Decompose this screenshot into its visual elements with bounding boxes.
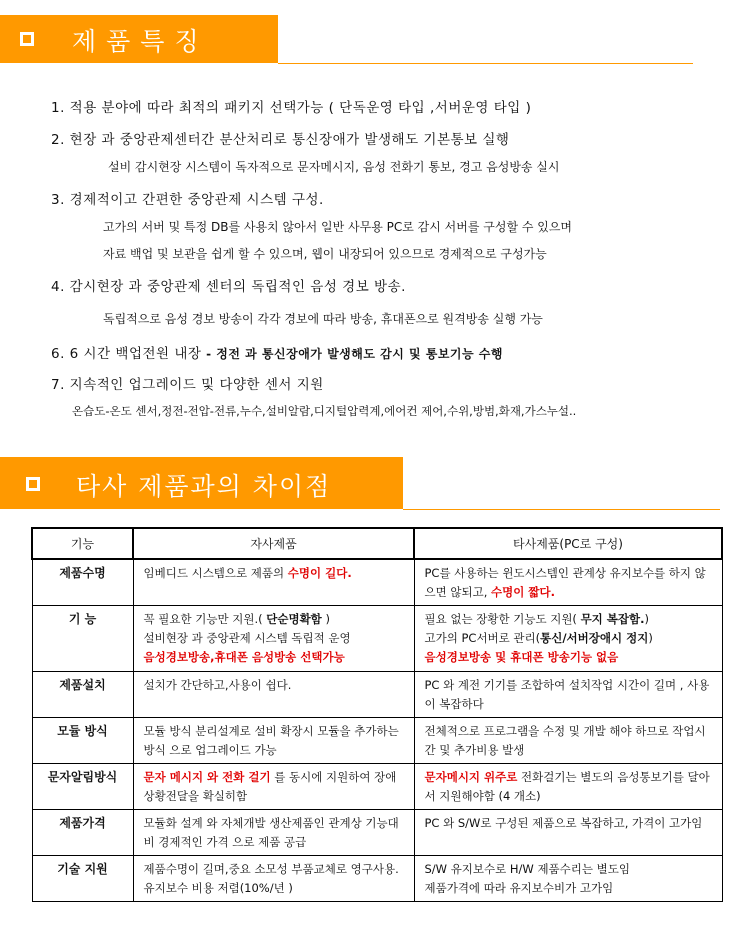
cell-text: ) [321,612,330,626]
cell-text: 제품수명이 길며,중요 소모성 부품교체로 영구사용. [143,862,399,876]
cell-text: 문자메시지 위주로 [424,770,518,784]
cell-theirs [414,718,722,764]
cell-theirs [414,672,722,718]
row-label: 제품설치 [32,672,133,718]
cell-text: 임베디드 시스템으로 제품의 [143,566,288,580]
table-row [32,810,722,856]
cell-ours [133,559,414,606]
section-rule [278,63,693,64]
cell-text: 전화걸기는 별도의 음성통보기를 달아서 지원해야함 (4 개소) [424,770,710,803]
table-row [32,559,722,606]
header-ours: 자사제품 [133,528,414,559]
cell-text: 유지보수 비용 저렴 [143,881,240,895]
checkbox-bullet-icon [26,477,40,491]
header-theirs: 타사제품(PC로 구성) [414,528,722,559]
checkbox-bullet-icon [20,32,34,46]
feature-sub-3a: 고가의 서버 및 특정 DB를 사용치 않아서 일반 사무용 PC로 감시 서버를 구성할 수 있으며 [103,220,573,234]
cell-text: ,사용이 쉽다. [224,678,292,692]
feature-line-2: 2. 현장 과 중앙관제센터간 분산처리로 통신장애가 발생해도 기본통보 실행 [51,132,510,148]
section-title: 타사 제품과의 차이점 [76,472,332,501]
table-row [32,672,722,718]
cell-text: 모듈을 추가하는 방식 [143,724,399,757]
feature-sub-4: 독립적으로 음성 경보 방송이 각각 경보에 따라 방송, 휴대폰으로 원격방송 실행 가능 [103,312,543,326]
comparison-table [31,527,723,902]
cell-text: 필요 없는 장황한 기능도 지원( [424,612,581,626]
feature-line-6-main: 6. 6 시간 백업전원 내장 [51,346,202,362]
cell-ours [133,672,414,718]
cell-text: 유지보수비가 고가임 [509,881,614,895]
table-row [32,718,722,764]
cell-text: 경제적인 가격 [158,835,229,849]
feature-line-3: 3. 경제적이고 간편한 중앙관제 시스템 구성. [51,192,324,208]
feature-line-1: 1. 적용 분야에 따라 최적의 패키지 선택가능 ( 단독운영 타입 ,서버운영 타입 ) [51,100,532,116]
cell-theirs [414,810,722,856]
section-rule [403,509,720,510]
row-label: 문자알림방식 [32,764,133,810]
row-label: 모듈 방식 [32,718,133,764]
cell-text: (10%/년 ) [239,881,293,895]
row-label: 제품수명 [32,559,133,606]
row-label: 제품가격 [32,810,133,856]
cell-text: , 사용이 복잡하다 [424,678,710,711]
cell-ours [133,856,414,902]
cell-text: PC 와 계전 기기를 조합하여 [424,678,569,692]
feature-sub-3b: 자료 백업 및 보관을 쉽게 할 수 있으며, 웹이 내장되어 있으므로 경제적으로 구성가능 [103,247,547,261]
cell-text: 제품가격에 따라 [424,881,510,895]
cell-text: 음성경보방송 및 휴대폰 방송기능 없음 [424,650,619,664]
table-row [32,606,722,672]
cell-text: 설치작업 시간이 길며 [568,678,677,692]
cell-theirs [414,606,722,672]
cell-theirs [414,559,722,606]
section-banner-features [0,15,278,63]
cell-text: 설치가 간단하고 [143,678,225,692]
section-banner-comparison [0,457,403,509]
feature-line-7: 7. 지속적인 업그레이드 및 다양한 센서 지원 [51,377,324,393]
cell-text: PC 와 S/W로 구성된 제품으로 복잡하고, [424,816,633,830]
cell-text: ) [644,612,649,626]
cell-text: 으로 업그레이드 가능 [165,743,277,757]
cell-text: 모듈 방식 분리설계로 설비 확장시 [143,724,318,738]
section-title: 제품특징 [72,27,209,56]
header-feature: 기능 [32,528,133,559]
cell-text: 전체적으로 프로그램을 수정 및 개발 해야 하므로 작업시간 및 추가비용 발생 [424,724,706,757]
cell-text: ) [648,631,653,645]
cell-theirs [414,856,722,902]
table-header-row [32,528,722,559]
cell-text: 수명이 짧다. [491,585,555,599]
cell-text: 꼭 필요한 기능만 지원.( [143,612,267,626]
cell-ours [133,718,414,764]
cell-text: 통신/서버장애시 정지 [540,631,649,645]
cell-text: 무지 복잡함. [580,612,645,626]
feature-line-6 [51,342,503,362]
table-row [32,764,722,810]
cell-text: 고가의 PC서버로 관리( [424,631,541,645]
feature-sub-7: 온습도-온도 센서,정전-전압-전류,누수,설비알람,디지털압력계,에어컨 제어,수위,방범,화재,가스누설.. [72,404,577,418]
cell-ours [133,606,414,672]
row-label: 기 능 [32,606,133,672]
cell-text: 단순명확함 [266,612,322,626]
feature-sub-2: 설비 감시현장 시스템이 독자적으로 문자메시지, 음성 전화기 통보, 경고 음성방송 실시 [108,160,560,174]
cell-text: 으로 제품 공급 [228,835,307,849]
cell-text: PC를 사용하는 윈도시스템인 관계상 유지보수를 하지 않으면 않되고, [424,566,706,599]
cell-text: 를 동시에 지원하여 장애 상황전달을 확실히함 [143,770,397,803]
feature-line-6-tail: - 정전 과 통신장애가 발생해도 감시 및 통보기능 수행 [201,347,503,361]
cell-text: 문자 메시지 와 전화 걸기 [143,770,271,784]
cell-text: 설비현장 과 중앙관제 시스템 독립적 운영 [143,631,351,645]
cell-text: 수명이 길다. [287,566,352,580]
cell-text: 음성경보방송,휴대폰 음성방송 선택가능 [143,650,345,664]
cell-theirs [414,764,722,810]
cell-text: 가격이 고가임 [632,816,703,830]
cell-ours [133,764,414,810]
cell-ours [133,810,414,856]
table-row [32,856,722,902]
cell-text: 모듈화 설계 와 자체개발 생산제품인 관계상 기능대비 [143,816,399,849]
row-label: 기술 지원 [32,856,133,902]
cell-text: S/W 유지보수로 H/W 제품수리는 별도임 [424,862,630,876]
feature-line-4: 4. 감시현장 과 중앙관제 센터의 독립적인 음성 경보 방송. [51,279,406,295]
